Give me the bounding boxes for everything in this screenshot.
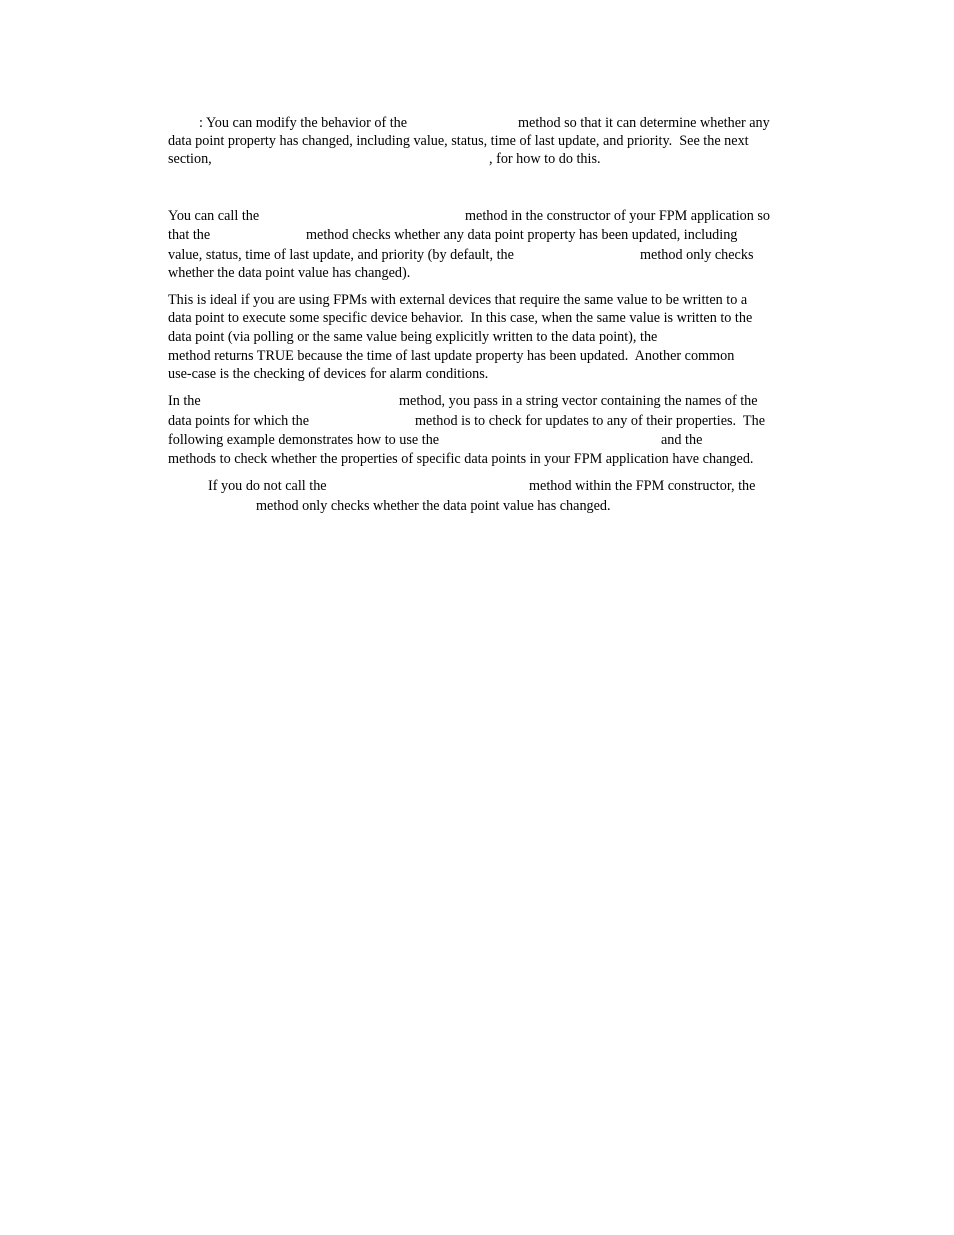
note-text: data point property has changed, including value, status, time of last update, and priority. See the next [168, 133, 749, 149]
paragraph-text: following example demonstrates how to use the [168, 432, 440, 448]
paragraph-text: method returns TRUE because the time of last update property has been updated. Another common [168, 348, 735, 364]
paragraph-text: data points for which the [168, 413, 310, 429]
paragraph-text: method only checks [640, 247, 754, 263]
note-text: method only checks whether the data point value has changed. [256, 498, 611, 514]
paragraph-text: method, you pass in a string vector containing the names of the [399, 393, 758, 409]
note-text: method so that it can determine whether any [518, 115, 770, 131]
paragraph-text: data point to execute some specific device behavior. In this case, when the same value is written to the [168, 310, 753, 326]
paragraph-text: value, status, time of last update, and priority (by default, the [168, 247, 514, 263]
note-text: section, [168, 151, 212, 167]
paragraph-text: data point (via polling or the same value being explicitly written to the data point), the [168, 329, 658, 345]
note-text: method within the FPM constructor, the [529, 478, 756, 494]
paragraph-text: methods to check whether the properties of specific data points in your FPM application have changed. [168, 451, 754, 467]
paragraph-text: whether the data point value has changed). [168, 265, 411, 281]
paragraph-text: method is to check for updates to any of their properties. The [415, 413, 765, 429]
note-text: : You can modify the behavior of the [199, 115, 408, 131]
paragraph-text: and the [661, 432, 703, 448]
paragraph-text: that the [168, 227, 211, 243]
paragraph-text: This is ideal if you are using FPMs with external devices that require the same value to be written to a [168, 292, 748, 308]
paragraph-text: In the [168, 393, 201, 409]
paragraph-text: method in the constructor of your FPM application so [465, 208, 770, 224]
paragraph-text: method checks whether any data point property has been updated, including [306, 227, 738, 243]
paragraph-text: use-case is the checking of devices for alarm conditions. [168, 366, 489, 382]
paragraph-text: You can call the [168, 208, 260, 224]
note-text: , for how to do this. [489, 151, 601, 167]
note-text: If you do not call the [208, 478, 327, 494]
